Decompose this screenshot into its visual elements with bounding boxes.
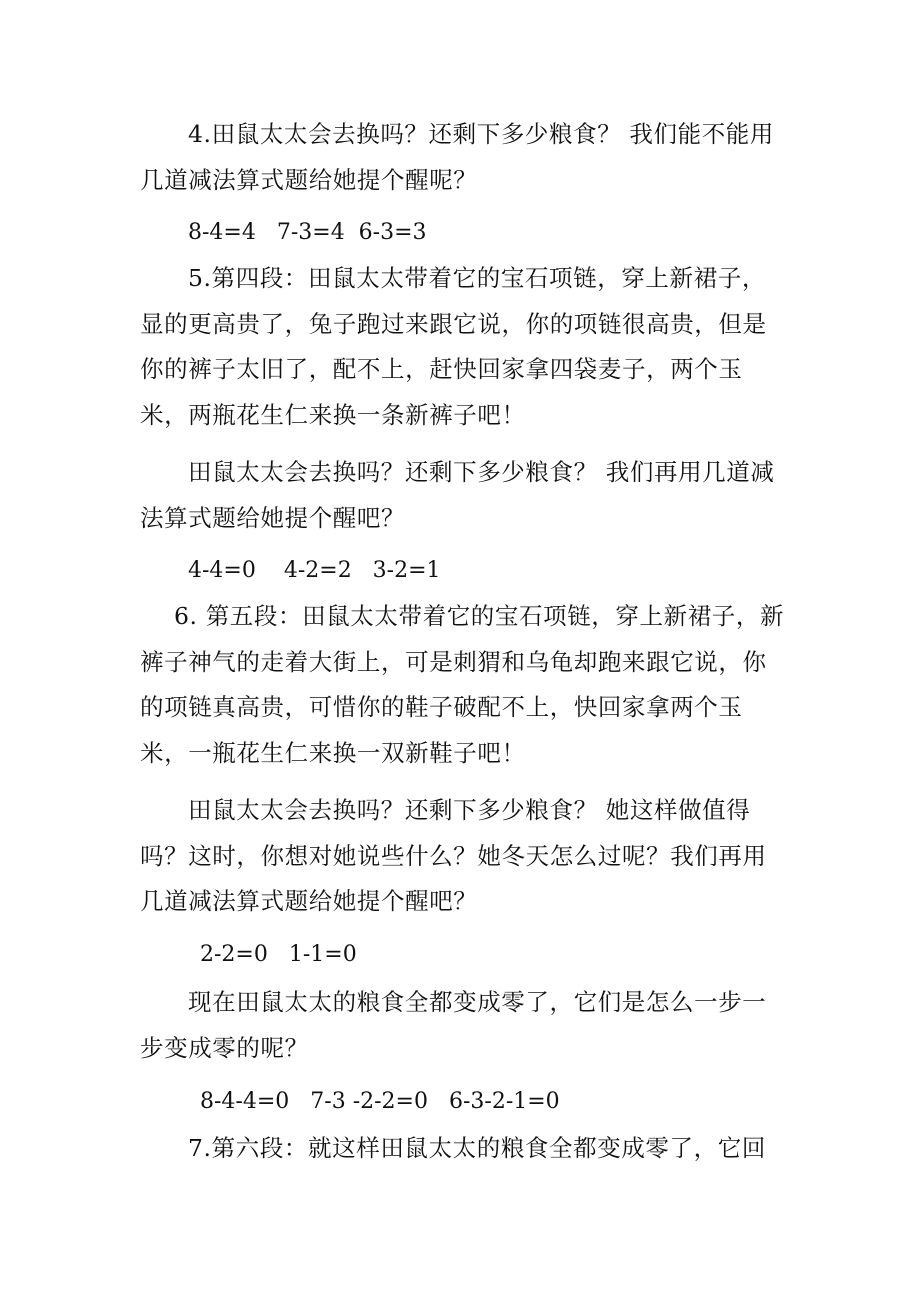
question-paragraph-5: 田鼠太太会去换吗？还剩下多少粮食？ 我们再用几道减法算式题给她提个醒吧？: [140, 458, 775, 532]
question-paragraph-4: 4.田鼠太太会去换吗？还剩下多少粮食？ 我们能不能用几道减法算式题给她提个醒呢？: [140, 120, 774, 194]
story-paragraph-section-5: 6. 第五段：田鼠太太带着它的宝石项链，穿上新裙子，新裤子神气的走着大街上，可是刺猬和乌龟却跑来跟它说，你的项链真高贵，可惜你的鞋子破配不上，快回家拿两个玉米，一瓶花生仁来换一双新鞋子吧！: [140, 602, 785, 767]
subtraction-equations-4: 8-4=4 7-3=4 6-3=3: [188, 220, 427, 245]
story-paragraph-section-4: 5.第四段：田鼠太太带着它的宝石项链，穿上新裙子，显的更高贵了，兔子跑过来跟它说，你的项链很高贵，但是你的裤子太旧了，配不上，赶快回家拿四袋麦子，两个玉米，两瓶花生仁来换一条新裤子吧！: [140, 264, 767, 429]
subtraction-equations-6: 2-2=0 1-1=0: [200, 942, 357, 967]
story-paragraph-section-6: 7.第六段：就这样田鼠太太的粮食全都变成零了，它回: [188, 1134, 766, 1162]
combined-subtraction-equations: 8-4-4=0 7-3 -2-2=0 6-3-2-1=0: [200, 1089, 560, 1114]
subtraction-equations-5: 4-4=0 4-2=2 3-2=1: [188, 558, 441, 583]
summary-question-paragraph: 现在田鼠太太的粮食全都变成零了，它们是怎么一步一步变成零的呢？: [140, 988, 767, 1062]
question-paragraph-6: 田鼠太太会去换吗？还剩下多少粮食？ 她这样做值得吗？这时，你想对她说些什么？她冬天怎么过呢？我们再用几道减法算式题给她提个醒吧？: [140, 796, 767, 915]
